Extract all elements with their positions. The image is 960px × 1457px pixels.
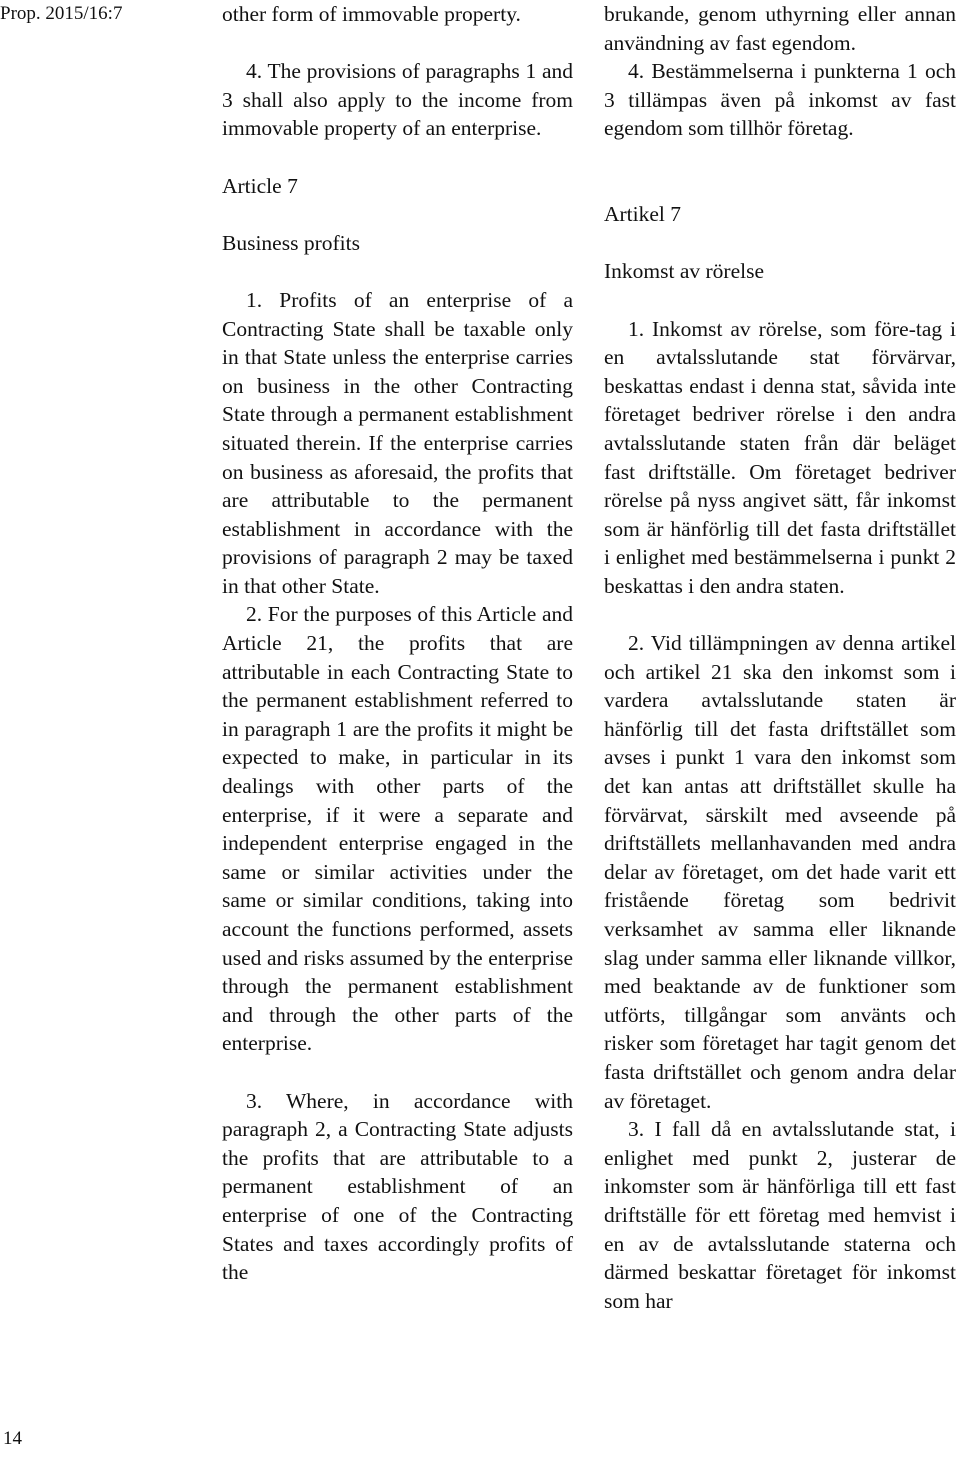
sv-paragraph-1: 1. Inkomst av rörelse, som före-tag i en avtalsslutande stat förvärvar, beskattas endast i denna stat, såvida inte företaget bedriver rörelse i den andra avtalsslutande staten från där beläget fast driftställe. Om företaget bedriver rörelse på nyss angivet sätt, får inkomst som är hänförlig till det fasta driftstället i enlighet med bestämmelserna i punkt 2 beskattas i den andra staten. — [604, 316, 956, 598]
en-article-title: Article 7 — [222, 173, 298, 198]
swedish-column — [604, 0, 956, 1315]
sv-paragraph-4: 4. Bestämmelserna i punkterna 1 och 3 tillämpas även på inkomst av fast egendom som tillhör företag. — [604, 59, 956, 141]
en-paragraph-1: 1. Profits of an enterprise of a Contracting State shall be taxable only in that State unless the enterprise carries on business in the other Contracting State through a permanent establishment situated therein. If the enterprise carries on business as aforesaid, the profits that are attributable to the permanent establishment in accordance with the provisions of paragraph 2 may be taxed in that other State. — [222, 287, 573, 598]
english-column — [222, 0, 573, 1287]
en-paragraph-2: 2. For the purposes of this Article and Article 21, the profits that are attributable in each Contracting State to the permanent establishment referred to in paragraph 1 are the profits it might be expected to make, in particular in its dealings with other parts of the enterprise, if it were a separate and independent enterprise engaged in the same or similar activities under the same or similar conditions, taking into account the functions performed, assets used and risks assumed by the enterprise through the permanent establishment and through the other parts of the enterprise. — [222, 602, 573, 1056]
sv-paragraph-2: 2. Vid tillämpningen av denna artikel och artikel 21 ska den inkomst som i vardera avtalsslutande staten är hänförlig till det fasta driftstället som avses i punkt 1 vara den inkomst som det kan antas att driftstället skulle ha förvärvat, särskilt med avseende på driftställets mellanhavanden med andra delar av företaget, om det hade varit ett fristående företag som bedrivit verksamhet av samma eller liknande slag under samma eller liknande villkor, med beaktande av de funktioner som utförts, tillgångar som använts och risker som företaget har tagit genom det fasta driftstället och genom andra delar av företaget. — [604, 631, 956, 1113]
sv-paragraph-3: 3. I fall då en avtalsslutande stat, i enlighet med punkt 2, justerar de inkomster som är hänförliga till ett fast driftställe för ett företag med hemvist i en av de avtalsslutande staterna och därmed beskattar företaget för inkomst som har — [604, 1117, 956, 1313]
sv-article-title: Artikel 7 — [604, 202, 682, 227]
en-paragraph-3: 3. Where, in accordance with paragraph 2, a Contracting State adjusts the profits that are attributable to a permanent establishment of an enterprise of one of the Contracting States and taxes accordingly profits of the — [222, 1088, 573, 1285]
en-article-subtitle: Business profits — [222, 230, 360, 255]
document-reference: Prop. 2015/16:7 — [0, 3, 123, 24]
en-continued-text: other form of immovable property. — [222, 2, 521, 26]
sv-continued-text: brukande, genom uthyrning eller annan användning av fast egendom. — [604, 2, 956, 55]
en-paragraph-4: 4. The provisions of paragraphs 1 and 3 shall also apply to the income from immovable property of an enterprise. — [222, 59, 573, 141]
sv-article-subtitle: Inkomst av rörelse — [604, 259, 765, 284]
page-number: 14 — [3, 1428, 22, 1449]
